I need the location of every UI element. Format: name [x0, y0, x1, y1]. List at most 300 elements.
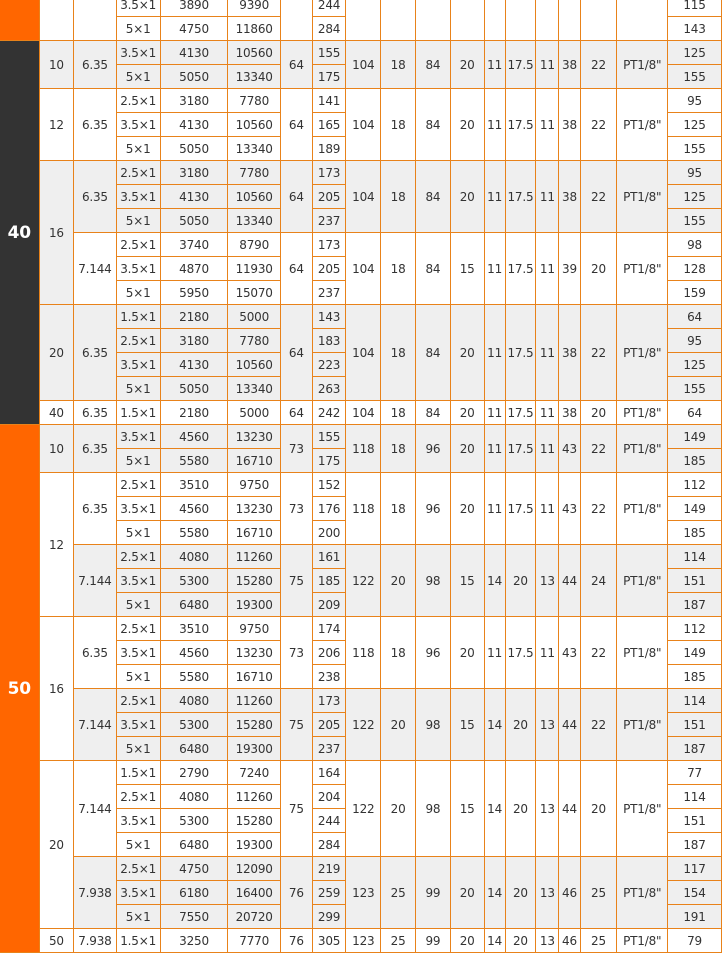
dynamic-load-cell: 4870	[160, 257, 228, 281]
dimension-cell: 104	[346, 41, 381, 89]
hole-cell: 125	[668, 113, 722, 137]
hole-cell: 155	[668, 209, 722, 233]
dynamic-load-cell: 4560	[160, 497, 228, 521]
group-size-cell: 50	[0, 425, 39, 953]
flange-cell: 73	[281, 425, 313, 473]
dimension-cell	[559, 0, 580, 41]
shaft-dia-cell: 10	[39, 425, 74, 473]
dimension-cell: 22	[580, 161, 617, 233]
dynamic-load-cell: 4750	[160, 17, 228, 41]
lead-cell: 5×1	[116, 833, 160, 857]
hole-cell: 98	[668, 233, 722, 257]
length-cell: 244	[312, 0, 346, 17]
static-load-cell: 13340	[228, 65, 281, 89]
length-cell: 204	[312, 785, 346, 809]
length-cell: 173	[312, 689, 346, 713]
dimension-cell: PT1/8"	[617, 233, 668, 305]
table-row	[0, 305, 722, 329]
dimension-cell: 22	[580, 425, 617, 473]
length-cell: 185	[312, 569, 346, 593]
dimension-cell: 20	[505, 545, 536, 617]
lead-cell: 2.5×1	[116, 233, 160, 257]
flange-cell: 76	[281, 857, 313, 929]
dimension-cell: 44	[559, 761, 580, 857]
static-load-cell: 16710	[228, 521, 281, 545]
dimension-cell: 17.5	[505, 233, 536, 305]
ball-dia-cell	[74, 0, 116, 41]
dynamic-load-cell: 4080	[160, 545, 228, 569]
dimension-cell: 13	[536, 689, 559, 761]
static-load-cell: 13340	[228, 209, 281, 233]
dimension-cell: 24	[580, 545, 617, 617]
dimension-cell: 20	[450, 41, 484, 89]
flange-cell: 73	[281, 617, 313, 689]
static-load-cell: 19300	[228, 593, 281, 617]
static-load-cell: 5000	[228, 305, 281, 329]
length-cell: 176	[312, 497, 346, 521]
hole-cell: 128	[668, 257, 722, 281]
dimension-cell: 25	[381, 929, 416, 953]
dynamic-load-cell: 5050	[160, 209, 228, 233]
dimension-cell: 84	[416, 233, 451, 305]
static-load-cell: 16710	[228, 665, 281, 689]
dimension-cell: 104	[346, 89, 381, 161]
static-load-cell: 12090	[228, 857, 281, 881]
dimension-cell: 20	[381, 545, 416, 617]
lead-cell: 2.5×1	[116, 689, 160, 713]
hole-cell: 187	[668, 737, 722, 761]
dimension-cell: 18	[381, 305, 416, 401]
dimension-cell: 17.5	[505, 401, 536, 425]
dimension-cell: 17.5	[505, 41, 536, 89]
hole-cell: 191	[668, 905, 722, 929]
hole-cell: 149	[668, 497, 722, 521]
table-row	[0, 233, 722, 257]
ball-dia-cell: 6.35	[74, 161, 116, 233]
length-cell: 237	[312, 209, 346, 233]
lead-cell: 2.5×1	[116, 785, 160, 809]
static-load-cell: 11930	[228, 257, 281, 281]
dimension-cell: 96	[416, 617, 451, 689]
lead-cell: 3.5×1	[116, 257, 160, 281]
dynamic-load-cell: 3740	[160, 233, 228, 257]
length-cell: 141	[312, 89, 346, 113]
dimension-cell: 20	[505, 761, 536, 857]
ball-dia-cell: 7.144	[74, 761, 116, 857]
hole-cell: 114	[668, 689, 722, 713]
lead-cell: 2.5×1	[116, 161, 160, 185]
dynamic-load-cell: 5580	[160, 665, 228, 689]
hole-cell: 185	[668, 449, 722, 473]
dynamic-load-cell: 4080	[160, 689, 228, 713]
length-cell: 206	[312, 641, 346, 665]
static-load-cell: 20720	[228, 905, 281, 929]
dimension-cell: 11	[484, 89, 505, 161]
dimension-cell: 22	[580, 41, 617, 89]
dimension-cell: 17.5	[505, 473, 536, 545]
lead-cell: 5×1	[116, 521, 160, 545]
dynamic-load-cell: 5050	[160, 65, 228, 89]
dimension-cell: 11	[536, 89, 559, 161]
dimension-cell: 13	[536, 857, 559, 929]
dynamic-load-cell: 6480	[160, 833, 228, 857]
dynamic-load-cell: 3510	[160, 473, 228, 497]
static-load-cell: 16710	[228, 449, 281, 473]
dynamic-load-cell: 5300	[160, 569, 228, 593]
dimension-cell: 14	[484, 857, 505, 929]
lead-cell: 5×1	[116, 665, 160, 689]
lead-cell: 3.5×1	[116, 569, 160, 593]
dynamic-load-cell: 5580	[160, 521, 228, 545]
length-cell: 173	[312, 233, 346, 257]
dimension-cell: 123	[346, 929, 381, 953]
dimension-cell: 38	[559, 41, 580, 89]
lead-cell: 3.5×1	[116, 113, 160, 137]
dynamic-load-cell: 5050	[160, 377, 228, 401]
dynamic-load-cell: 4560	[160, 641, 228, 665]
hole-cell: 154	[668, 881, 722, 905]
dimension-cell: 11	[536, 233, 559, 305]
static-load-cell: 9750	[228, 473, 281, 497]
dimension-cell: 18	[381, 89, 416, 161]
ball-dia-cell: 6.35	[74, 473, 116, 545]
dimension-cell: 44	[559, 545, 580, 617]
static-load-cell: 7780	[228, 161, 281, 185]
dimension-cell: 20	[450, 401, 484, 425]
dimension-cell: 14	[484, 689, 505, 761]
hole-cell: 149	[668, 425, 722, 449]
hole-cell: 115	[668, 0, 722, 17]
length-cell: 238	[312, 665, 346, 689]
dimension-cell: 18	[381, 425, 416, 473]
dimension-cell: 98	[416, 761, 451, 857]
length-cell: 305	[312, 929, 346, 953]
shaft-dia-cell: 10	[39, 41, 74, 89]
static-load-cell: 11860	[228, 17, 281, 41]
dimension-cell: PT1/8"	[617, 425, 668, 473]
lead-cell: 5×1	[116, 209, 160, 233]
hole-cell: 151	[668, 713, 722, 737]
hole-cell: 95	[668, 329, 722, 353]
dimension-cell: 20	[381, 689, 416, 761]
lead-cell: 5×1	[116, 65, 160, 89]
shaft-dia-cell	[39, 0, 74, 41]
dimension-cell: 118	[346, 425, 381, 473]
dimension-cell: 98	[416, 545, 451, 617]
lead-cell: 3.5×1	[116, 425, 160, 449]
dimension-cell: 18	[381, 41, 416, 89]
dimension-cell: 38	[559, 401, 580, 425]
lead-cell: 2.5×1	[116, 89, 160, 113]
length-cell: 219	[312, 857, 346, 881]
dimension-cell: 98	[416, 689, 451, 761]
dimension-cell: 14	[484, 929, 505, 953]
flange-cell: 64	[281, 401, 313, 425]
dynamic-load-cell: 5050	[160, 137, 228, 161]
dimension-cell: 43	[559, 425, 580, 473]
ball-dia-cell: 6.35	[74, 305, 116, 401]
dimension-cell: 18	[381, 473, 416, 545]
dimension-cell: 15	[450, 761, 484, 857]
dimension-cell: 99	[416, 929, 451, 953]
dimension-cell: 118	[346, 617, 381, 689]
static-load-cell: 13230	[228, 641, 281, 665]
hole-cell: 151	[668, 809, 722, 833]
dimension-cell: 14	[484, 545, 505, 617]
dimension-cell: 11	[484, 233, 505, 305]
dynamic-load-cell: 6480	[160, 737, 228, 761]
dimension-cell: 122	[346, 689, 381, 761]
length-cell: 284	[312, 17, 346, 41]
shaft-dia-cell: 12	[39, 473, 74, 617]
flange-cell	[281, 0, 313, 41]
length-cell: 299	[312, 905, 346, 929]
length-cell: 175	[312, 65, 346, 89]
dimension-cell	[580, 0, 617, 41]
group-size-cell: 40	[0, 41, 39, 425]
ball-dia-cell: 6.35	[74, 401, 116, 425]
dimension-cell	[505, 0, 536, 41]
flange-cell: 75	[281, 761, 313, 857]
dimension-cell: PT1/8"	[617, 89, 668, 161]
shaft-dia-cell: 20	[39, 761, 74, 929]
dimension-cell: PT1/8"	[617, 473, 668, 545]
static-load-cell: 13230	[228, 497, 281, 521]
dimension-cell: 17.5	[505, 617, 536, 689]
dynamic-load-cell: 3890	[160, 0, 228, 17]
dimension-cell: 22	[580, 689, 617, 761]
lead-cell: 3.5×1	[116, 881, 160, 905]
table-row	[0, 617, 722, 641]
lead-cell: 2.5×1	[116, 329, 160, 353]
shaft-dia-cell: 50	[39, 929, 74, 953]
dimension-cell: 99	[416, 857, 451, 929]
length-cell: 223	[312, 353, 346, 377]
dimension-cell: 96	[416, 425, 451, 473]
dimension-cell: 13	[536, 761, 559, 857]
dimension-cell: 43	[559, 617, 580, 689]
length-cell: 200	[312, 521, 346, 545]
length-cell: 242	[312, 401, 346, 425]
ball-dia-cell: 6.35	[74, 89, 116, 161]
static-load-cell: 10560	[228, 185, 281, 209]
static-load-cell: 10560	[228, 41, 281, 65]
dimension-cell: 20	[450, 89, 484, 161]
length-cell: 263	[312, 377, 346, 401]
dimension-cell: 123	[346, 857, 381, 929]
lead-cell: 2.5×1	[116, 857, 160, 881]
dynamic-load-cell: 4080	[160, 785, 228, 809]
lead-cell: 5×1	[116, 137, 160, 161]
lead-cell: 5×1	[116, 905, 160, 929]
dimension-cell: 11	[484, 473, 505, 545]
dimension-cell: 96	[416, 473, 451, 545]
dimension-cell: 20	[450, 929, 484, 953]
ball-dia-cell: 7.144	[74, 689, 116, 761]
dimension-cell: 20	[450, 425, 484, 473]
hole-cell: 187	[668, 833, 722, 857]
dimension-cell: 20	[450, 617, 484, 689]
length-cell: 237	[312, 281, 346, 305]
lead-cell: 3.5×1	[116, 809, 160, 833]
table-row	[0, 0, 722, 17]
dimension-cell: 43	[559, 473, 580, 545]
dimension-cell: PT1/8"	[617, 617, 668, 689]
hole-cell: 112	[668, 617, 722, 641]
dimension-cell: 17.5	[505, 89, 536, 161]
length-cell: 284	[312, 833, 346, 857]
dimension-cell: 17.5	[505, 305, 536, 401]
dimension-cell: 84	[416, 305, 451, 401]
dimension-cell: 104	[346, 161, 381, 233]
lead-cell: 3.5×1	[116, 353, 160, 377]
dimension-cell: 18	[381, 233, 416, 305]
static-load-cell: 10560	[228, 113, 281, 137]
dimension-cell	[381, 0, 416, 41]
flange-cell: 64	[281, 89, 313, 161]
hole-cell: 159	[668, 281, 722, 305]
table-row	[0, 929, 722, 953]
dimension-cell	[484, 0, 505, 41]
length-cell: 155	[312, 425, 346, 449]
static-load-cell: 8790	[228, 233, 281, 257]
dimension-cell: 20	[580, 401, 617, 425]
shaft-dia-cell: 12	[39, 89, 74, 161]
static-load-cell: 7780	[228, 89, 281, 113]
dimension-cell	[416, 0, 451, 41]
lead-cell: 5×1	[116, 17, 160, 41]
lead-cell: 1.5×1	[116, 761, 160, 785]
hole-cell: 149	[668, 641, 722, 665]
dimension-cell: 22	[580, 89, 617, 161]
length-cell: 244	[312, 809, 346, 833]
lead-cell: 1.5×1	[116, 305, 160, 329]
dimension-cell: 11	[536, 161, 559, 233]
lead-cell: 3.5×1	[116, 497, 160, 521]
lead-cell: 1.5×1	[116, 929, 160, 953]
dynamic-load-cell: 4130	[160, 185, 228, 209]
table-row	[0, 689, 722, 713]
dimension-cell	[617, 0, 668, 41]
static-load-cell: 9390	[228, 0, 281, 17]
hole-cell: 114	[668, 545, 722, 569]
hole-cell: 155	[668, 65, 722, 89]
dimension-cell: 84	[416, 401, 451, 425]
dimension-cell	[536, 0, 559, 41]
dimension-cell: 11	[484, 41, 505, 89]
dimension-cell: 15	[450, 545, 484, 617]
dimension-cell: 84	[416, 89, 451, 161]
lead-cell: 5×1	[116, 449, 160, 473]
flange-cell: 73	[281, 473, 313, 545]
hole-cell: 117	[668, 857, 722, 881]
flange-cell: 75	[281, 545, 313, 617]
hole-cell: 64	[668, 305, 722, 329]
dimension-cell: 44	[559, 689, 580, 761]
hole-cell: 79	[668, 929, 722, 953]
ball-dia-cell: 6.35	[74, 41, 116, 89]
length-cell: 189	[312, 137, 346, 161]
dynamic-load-cell: 3180	[160, 89, 228, 113]
lead-cell: 3.5×1	[116, 0, 160, 17]
dimension-cell: 22	[580, 305, 617, 401]
static-load-cell: 15070	[228, 281, 281, 305]
length-cell: 205	[312, 257, 346, 281]
hole-cell: 155	[668, 137, 722, 161]
dynamic-load-cell: 5580	[160, 449, 228, 473]
table-row	[0, 89, 722, 113]
dimension-cell: 11	[536, 401, 559, 425]
dimension-cell: 11	[484, 305, 505, 401]
flange-cell: 64	[281, 305, 313, 401]
dimension-cell: PT1/8"	[617, 857, 668, 929]
dynamic-load-cell: 4130	[160, 113, 228, 137]
flange-cell: 64	[281, 161, 313, 233]
hole-cell: 185	[668, 521, 722, 545]
dimension-cell: 38	[559, 161, 580, 233]
table-row	[0, 401, 722, 425]
dimension-cell: 14	[484, 761, 505, 857]
dimension-cell: 118	[346, 473, 381, 545]
ball-dia-cell: 7.938	[74, 857, 116, 929]
lead-cell: 3.5×1	[116, 41, 160, 65]
dimension-cell: 11	[536, 41, 559, 89]
length-cell: 175	[312, 449, 346, 473]
dimension-cell: 25	[580, 929, 617, 953]
static-load-cell: 11260	[228, 545, 281, 569]
static-load-cell: 7770	[228, 929, 281, 953]
dynamic-load-cell: 4750	[160, 857, 228, 881]
dimension-cell: PT1/8"	[617, 761, 668, 857]
lead-cell: 3.5×1	[116, 641, 160, 665]
static-load-cell: 9750	[228, 617, 281, 641]
dimension-cell: 20	[450, 305, 484, 401]
dynamic-load-cell: 4130	[160, 41, 228, 65]
dynamic-load-cell: 2790	[160, 761, 228, 785]
dimension-cell: 25	[580, 857, 617, 929]
dimension-cell: 104	[346, 233, 381, 305]
length-cell: 152	[312, 473, 346, 497]
dynamic-load-cell: 4130	[160, 353, 228, 377]
hole-cell: 187	[668, 593, 722, 617]
dimension-cell: PT1/8"	[617, 689, 668, 761]
dimension-cell: 22	[580, 473, 617, 545]
hole-cell: 77	[668, 761, 722, 785]
hole-cell: 95	[668, 161, 722, 185]
dynamic-load-cell: 3510	[160, 617, 228, 641]
dimension-cell: 38	[559, 305, 580, 401]
table-row	[0, 545, 722, 569]
static-load-cell: 19300	[228, 833, 281, 857]
hole-cell: 125	[668, 41, 722, 65]
dimension-cell: 22	[580, 617, 617, 689]
length-cell: 161	[312, 545, 346, 569]
dimension-cell: 17.5	[505, 161, 536, 233]
dimension-cell: 15	[450, 689, 484, 761]
dynamic-load-cell: 4560	[160, 425, 228, 449]
length-cell: 143	[312, 305, 346, 329]
ball-dia-cell: 7.938	[74, 929, 116, 953]
dynamic-load-cell: 5300	[160, 713, 228, 737]
shaft-dia-cell: 16	[39, 617, 74, 761]
dynamic-load-cell: 3250	[160, 929, 228, 953]
flange-cell: 76	[281, 929, 313, 953]
dynamic-load-cell: 5950	[160, 281, 228, 305]
table-row	[0, 41, 722, 65]
dimension-cell: 46	[559, 857, 580, 929]
dynamic-load-cell: 2180	[160, 401, 228, 425]
lead-cell: 5×1	[116, 281, 160, 305]
